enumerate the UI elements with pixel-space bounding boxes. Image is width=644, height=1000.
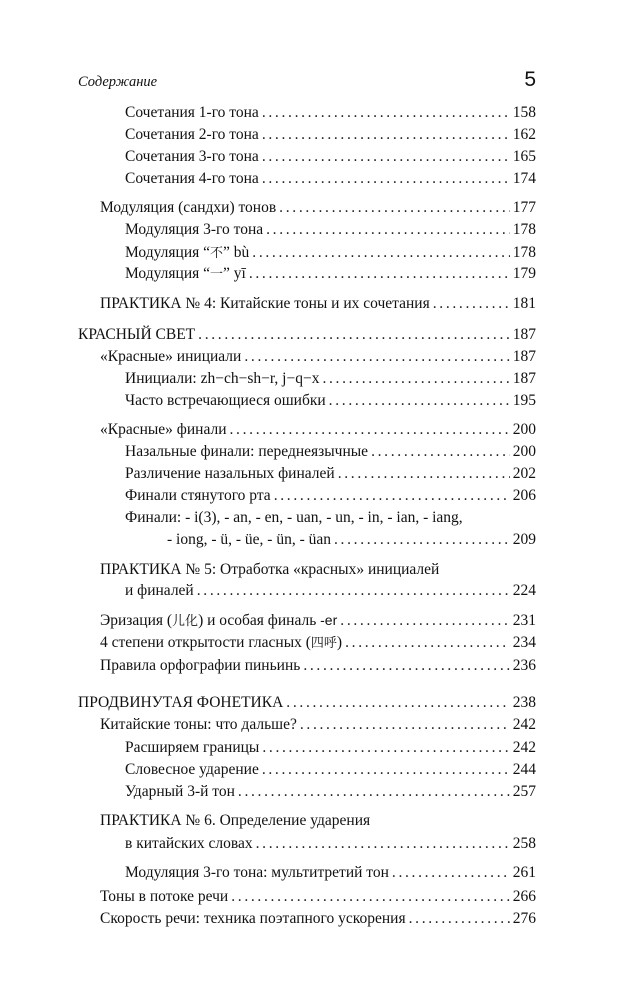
- leader-dots: [249, 264, 510, 284]
- toc-entry-title-part: Эризация (: [100, 612, 173, 630]
- toc-entry[interactable]: [125, 169, 536, 189]
- toc-entry-page: 179: [512, 265, 536, 282]
- toc-entry-page: 238: [512, 694, 536, 712]
- toc-entry[interactable]: [100, 347, 536, 367]
- toc-entry-page: 234: [512, 633, 536, 651]
- leader-dots: [262, 103, 510, 123]
- running-title: Содержание: [78, 74, 158, 90]
- leader-dots: [303, 656, 509, 676]
- toc-entry-title: Модуляция (сандхи) тонов: [100, 198, 277, 216]
- leader-dots: [334, 530, 510, 550]
- toc-entry-title: Китайские тоны: что дальше?: [100, 716, 297, 734]
- leader-dots: [197, 581, 510, 601]
- toc-entry-title: - iong, - ü, - üe, - ün, - üan: [167, 531, 331, 549]
- page-number: 5: [524, 68, 536, 91]
- toc-entry[interactable]: [100, 610, 536, 632]
- toc-entry-title: Словесное ударение: [125, 761, 259, 779]
- toc-entry-page: 181: [512, 294, 536, 312]
- toc-entry-page: 261: [512, 863, 536, 881]
- toc-entry-page: 258: [512, 834, 536, 852]
- toc-entry-page: 187: [512, 347, 536, 365]
- chinese-characters: 儿化: [172, 614, 199, 630]
- toc-entry[interactable]: [100, 294, 536, 314]
- leader-dots: [244, 347, 509, 367]
- leader-dots: [262, 738, 509, 758]
- toc-entry-title: Ударный 3-й тон: [125, 782, 235, 800]
- toc-entry[interactable]: [125, 125, 536, 145]
- toc-entry-page: 187: [512, 370, 536, 388]
- leader-dots: [340, 611, 509, 631]
- toc-entry-title: «Красные» финали: [100, 421, 227, 439]
- toc-entry-page: 165: [512, 147, 536, 165]
- leader-dots: [274, 486, 510, 506]
- toc-entry[interactable]: [125, 391, 536, 411]
- leader-dots: [262, 169, 510, 189]
- toc-entry-title: Назальные финали: переднеязычные: [125, 442, 369, 460]
- toc-entry-page: 257: [512, 782, 536, 800]
- toc-chapter-title: ПРОДВИНУТАЯ ФОНЕТИКА: [78, 694, 284, 712]
- leader-dots: [231, 887, 510, 907]
- toc-entry-title: [100, 610, 337, 632]
- toc-entry-title: Скорость речи: техника поэтапного ускорения: [100, 910, 406, 927]
- leader-dots: [409, 909, 510, 929]
- toc-entry-title-part: 4 степени открытости гласных (: [100, 633, 311, 651]
- leader-dots: [256, 834, 510, 854]
- toc-entry-page: 177: [512, 198, 536, 216]
- toc-entry-page: 178: [512, 243, 536, 261]
- toc-entry-title: Финали стянутого рта: [125, 486, 271, 504]
- toc-entry-page: 174: [512, 170, 536, 188]
- toc-entry-title: Модуляция 3-го тона: мультитретий тон: [125, 863, 389, 881]
- toc-entry-title: ПРАКТИКА № 4: Китайские тоны и их сочетания: [100, 294, 430, 312]
- toc-chapter-title: КРАСНЫЙ СВЕТ: [78, 325, 196, 343]
- toc-entry[interactable]: [100, 198, 536, 218]
- toc-entry[interactable]: [125, 103, 536, 123]
- toc-entry-title: Инициали: zh−ch−sh−r, j−q−x: [125, 370, 320, 388]
- toc-entry-title: [100, 633, 342, 654]
- toc-entry-title: Различение назальных финалей: [125, 465, 335, 483]
- toc-entry-page: 200: [512, 442, 536, 460]
- toc-entry[interactable]: [167, 530, 536, 550]
- toc-entry-title-part: Модуляция “: [125, 265, 210, 282]
- toc-entry-line[interactable]: Финали: - i(3), - an, - en, - uan, - un, - in, - ian, - iang,: [125, 508, 463, 526]
- toc-entry[interactable]: [125, 442, 536, 462]
- toc-entry[interactable]: [100, 887, 536, 907]
- toc-entry[interactable]: [125, 369, 536, 389]
- leader-dots: [345, 633, 510, 653]
- toc-entry-title-part: ): [336, 633, 343, 651]
- toc-entry-title: и финалей: [125, 582, 194, 600]
- toc-entry[interactable]: [100, 909, 536, 929]
- toc-entry-title-part: Модуляция “: [125, 243, 210, 261]
- leader-dots: [371, 442, 510, 462]
- toc-entry-page: 206: [512, 486, 536, 504]
- toc-entry-page: 202: [512, 465, 536, 483]
- leader-dots: [262, 760, 510, 780]
- toc-entry[interactable]: [125, 486, 536, 506]
- toc-entry-page: 209: [512, 531, 536, 549]
- toc-entry[interactable]: [125, 581, 536, 601]
- toc-entry-title: Сочетания 1-го тона: [125, 104, 259, 121]
- toc-entry-title-part: ” yī: [223, 265, 246, 282]
- toc-entry-page: 266: [512, 887, 536, 905]
- toc-entry[interactable]: [125, 834, 536, 854]
- toc-entry[interactable]: [125, 147, 536, 167]
- toc-entry-page: 195: [512, 391, 536, 409]
- leader-dots: [322, 369, 509, 389]
- toc-entry-title: [125, 243, 249, 264]
- toc-entry-title: в китайских словах: [125, 834, 253, 852]
- toc-entry-title: Правила орфографии пиньинь: [100, 656, 301, 674]
- toc-entry-title: Часто встречающиеся ошибки: [125, 391, 326, 409]
- toc-entry-page: 162: [512, 126, 536, 144]
- toc-entry-line[interactable]: ПРАКТИКА № 5: Отработка «красных» инициалей: [100, 561, 440, 578]
- toc-entry-page: 244: [512, 761, 536, 779]
- chinese-character: 一: [210, 267, 224, 282]
- leader-dots: [262, 125, 510, 145]
- leader-dots: [300, 715, 510, 735]
- leader-dots: [392, 863, 510, 883]
- leader-dots: [230, 420, 510, 440]
- toc-entry[interactable]: [125, 760, 536, 780]
- leader-dots: [338, 464, 510, 484]
- toc-entry-title: Расширяем границы: [125, 738, 260, 756]
- toc-entry[interactable]: [100, 656, 536, 676]
- leader-dots: [198, 325, 510, 345]
- leader-dots: [433, 294, 510, 314]
- toc-entry[interactable]: [125, 863, 536, 883]
- toc-entry-title: Сочетания 3-го тона: [125, 147, 259, 165]
- toc-entry-page: 178: [512, 221, 536, 239]
- toc-entry-page: 231: [512, 612, 536, 630]
- toc-entry-page: 276: [512, 910, 536, 927]
- leader-dots: [329, 391, 510, 411]
- toc-entry-title: Сочетания 4-го тона: [125, 170, 259, 188]
- toc-entry[interactable]: [100, 715, 536, 735]
- chinese-characters: 四呼: [310, 635, 337, 651]
- toc-entry-page: 158: [512, 104, 536, 121]
- toc-entry-page: 224: [512, 582, 536, 600]
- toc-entry-page: 200: [512, 421, 536, 439]
- toc-chapter[interactable]: [78, 693, 536, 713]
- leader-dots: [262, 147, 510, 167]
- leader-dots: [286, 693, 509, 713]
- toc-entry-title-part: ) и особая финаль: [198, 612, 321, 630]
- toc-entry-title: Тоны в потоке речи: [100, 887, 229, 905]
- leader-dots: [238, 782, 510, 802]
- toc-entry-page: 236: [512, 656, 536, 674]
- toc-entry[interactable]: [125, 264, 536, 285]
- leader-dots: [266, 220, 510, 240]
- leader-dots: [279, 198, 510, 218]
- toc-entry[interactable]: [125, 243, 536, 264]
- toc-entry-title-part: -er: [320, 612, 338, 629]
- chinese-character: 不: [210, 245, 224, 261]
- toc-entry-title: Модуляция 3-го тона: [125, 221, 264, 239]
- toc-entry[interactable]: [125, 464, 536, 484]
- toc-entry-title-part: ” bù: [223, 243, 250, 261]
- toc-entry[interactable]: [100, 420, 536, 440]
- toc-entry[interactable]: [125, 738, 536, 758]
- toc-entry-line[interactable]: ПРАКТИКА № 6. Определение ударения: [100, 812, 371, 830]
- toc-entry-title: «Красные» инициали: [100, 347, 242, 365]
- toc-entry-title: [125, 264, 246, 285]
- toc-entry-page: 187: [512, 325, 536, 343]
- toc-chapter[interactable]: [78, 325, 536, 345]
- leader-dots: [252, 243, 509, 263]
- toc-entry[interactable]: [125, 782, 536, 802]
- toc-entry-page: 242: [512, 716, 536, 734]
- toc-entry-title: Сочетания 2-го тона: [125, 126, 259, 144]
- toc-entry[interactable]: [100, 633, 536, 654]
- toc-entry-page: 242: [512, 738, 536, 756]
- toc-entry[interactable]: [125, 220, 536, 240]
